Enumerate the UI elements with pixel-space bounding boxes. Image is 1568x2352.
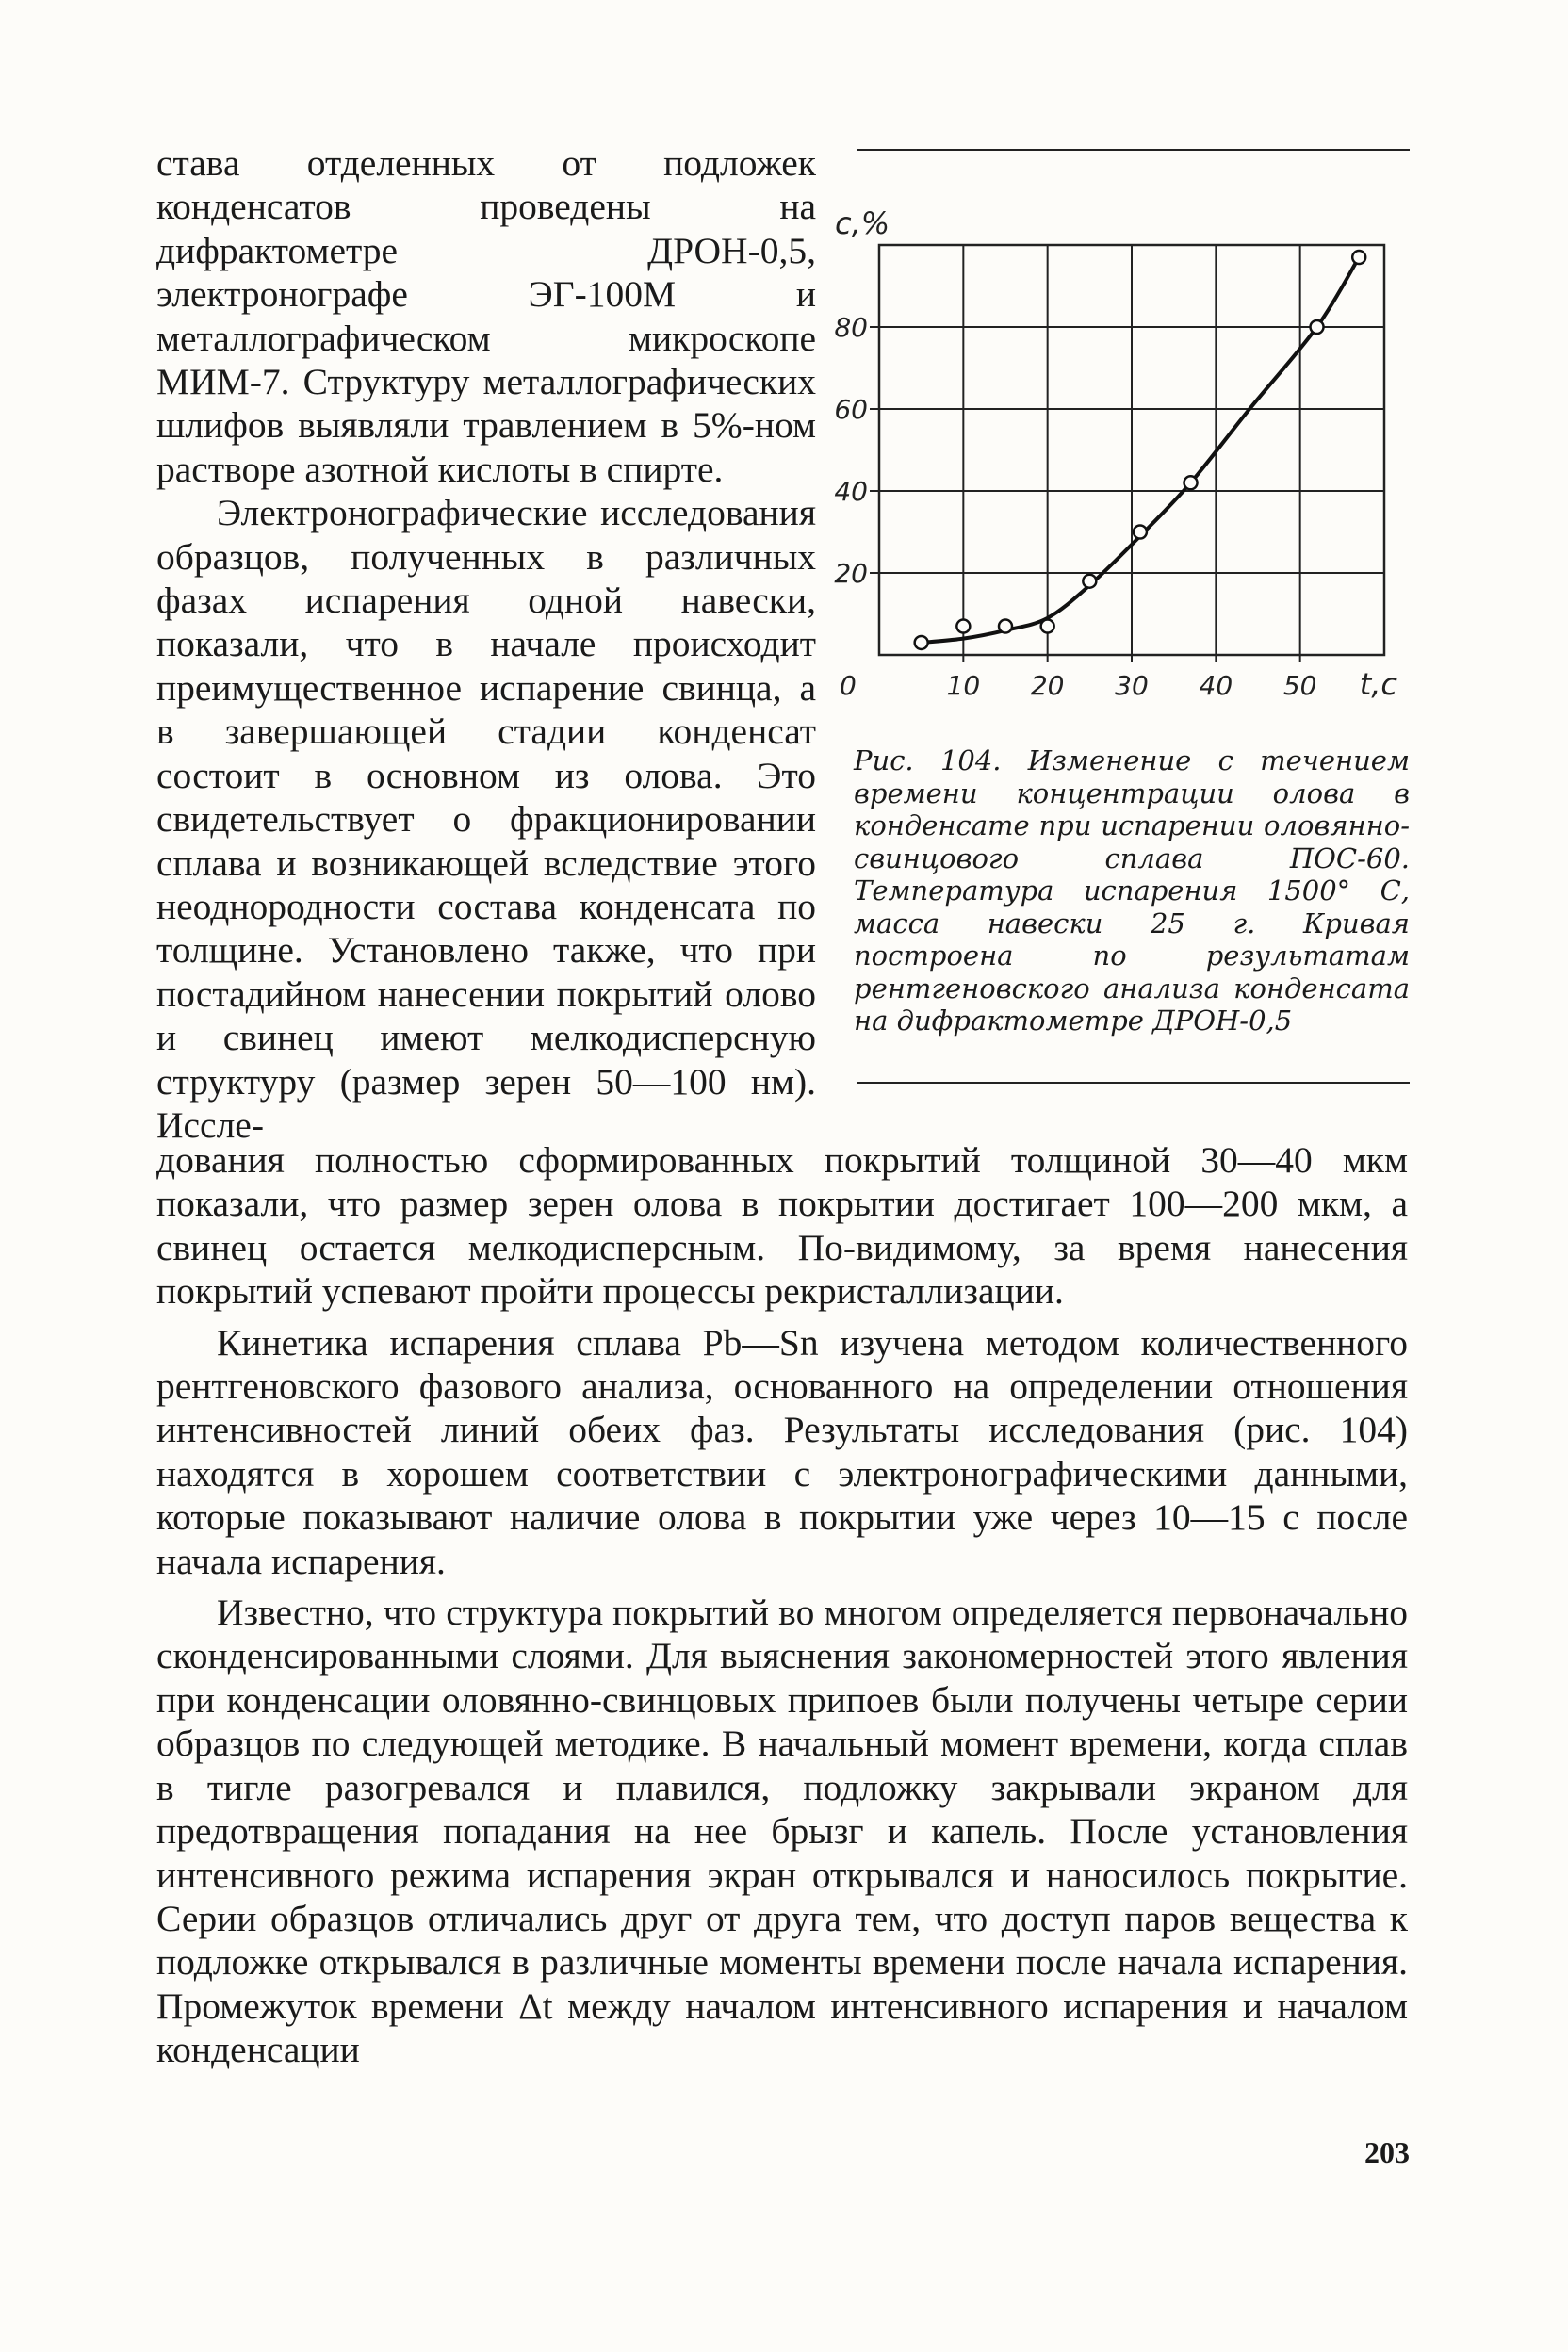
data-point	[1083, 575, 1096, 588]
x-axis-label: t,c	[1359, 666, 1397, 702]
y-tick-label: 80	[834, 312, 868, 343]
data-point	[1184, 476, 1198, 489]
data-point	[1311, 320, 1324, 334]
concentration-chart	[829, 188, 1413, 716]
paragraph-2-continued: дования полностью сформированных покрытий толщиной 30—40 мкм показали, что размер зерен олова в покрытии достигает 100—200 мкм, а свинец остается мелкодисперсным. По-видимому, за время нанесения покрытий успевают пройти процессы рекристаллизации.	[156, 1139, 1408, 1313]
x-tick-label: 30	[1115, 670, 1149, 701]
figure-104	[829, 188, 1413, 716]
y-tick-label: 20	[834, 558, 868, 589]
x-tick-label: 40	[1199, 670, 1233, 701]
left-text-column	[156, 141, 816, 1147]
full-width-text	[156, 1138, 1408, 2072]
figure-caption: Рис. 104. Изменение с течением времени концентрации олова в конденсате при испарении оловянно-свинцового сплава ПОС-60. Температура испарения 1500° С, масса навески 25 г. Кривая построена по результатам рентгеновского анализа конденсата на дифрактометре ДРОН-0,5	[854, 744, 1410, 1037]
series-line	[922, 257, 1360, 643]
paragraph-4: Известно, что структура покрытий во многом определяется первоначально сконденсированными слоями. Для выяснения закономерностей этого явления при конденсации оловянно-свинцовых припоев были получены четыре серии образцов по следующей методике. В начальный момент времени, когда сплав в тигле разогревался и плавился, подложку закрывали экраном для предотвращения попадания на нее брызг и капель. После установления интенсивного режима испарения экран открывался и наносилось покрытие. Серии образцов отличались друг от друга тем, что доступ паров вещества к подложке открывался в различные моменты времени после начала испарения. Промежуток времени Δt между началом интенсивного испарения и началом конденсации	[156, 1592, 1408, 2071]
y-tick-label: 40	[834, 476, 868, 507]
paragraph-2: Электронографические исследования образцов, полученных в различных фазах испарения одной навески, показали, что в начале происходит преимущественное испарение свинца, а в завершающей стадии конденсат состоит в основном из олова. Это свидетельствует о фракционировании сплава и возникающей вследствие этого неоднородности состава конденсата по толщине. Установлено также, что при постадийном нанесении покрытий олово и свинец имеют мелкодисперсную структуру (размер зерен 50—100 нм). Иссле-	[156, 492, 816, 1146]
data-point	[956, 620, 970, 633]
origin-label: 0	[840, 670, 857, 701]
y-tick-label: 60	[834, 394, 868, 425]
paragraph-1: става отделенных от подложек конденсатов проведены на дифрактометре ДРОН-0,5, электронографе ЭГ-100М и металлографическом микроскопе МИМ-7. Структуру металлографических шлифов выявляли травлением в 5%-ном растворе азотной кислоты в спирте.	[156, 142, 816, 490]
data-point	[1041, 620, 1054, 633]
y-axis-label: c,%	[835, 205, 890, 241]
data-point	[999, 620, 1012, 633]
page-number: 203	[1364, 2135, 1410, 2169]
data-point	[915, 636, 928, 649]
data-point	[1352, 251, 1365, 264]
x-tick-label: 10	[946, 670, 981, 701]
x-tick-label: 20	[1030, 670, 1065, 701]
figure-top-rule	[858, 149, 1410, 151]
paragraph-3: Кинетика испарения сплава Pb—Sn изучена методом количественного рентгеновского фазового анализа, основанного на определении отношения интенсивностей линий обеих фаз. Результаты исследования (рис. 104) находятся в хорошем соответствии с электронографическими данными, которые показывают наличие олова в покрытии уже через 10—15 с после начала испарения.	[156, 1321, 1408, 1582]
x-tick-label: 50	[1282, 670, 1317, 701]
data-point	[1134, 526, 1147, 539]
figure-bottom-rule	[858, 1082, 1410, 1084]
